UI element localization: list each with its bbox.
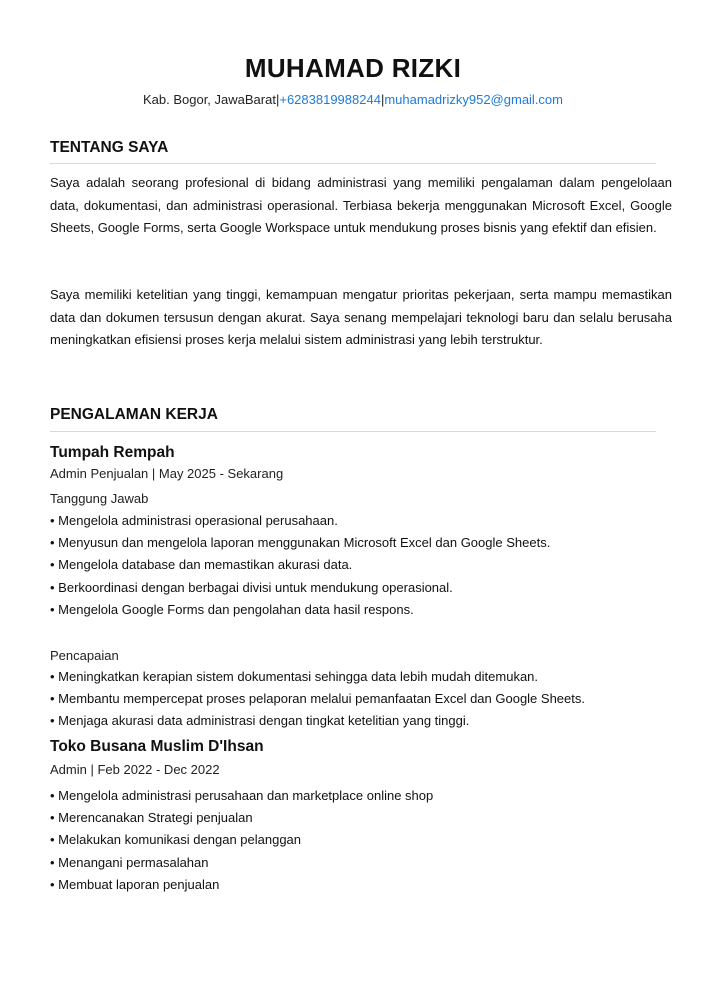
list-item: • Menyusun dan mengelola laporan menggunakan Microsoft Excel dan Google Sheets. [50, 532, 550, 554]
job-company: Tumpah Rempah [50, 444, 175, 461]
list-item: • Meningkatkan kerapian sistem dokumentasi sehingga data lebih mudah ditemukan. [50, 666, 585, 688]
list-item: • Menjaga akurasi data administrasi dengan tingkat ketelitian yang tinggi. [50, 710, 585, 732]
email-link[interactable]: muhamadrizky952@gmail.com [384, 92, 563, 107]
about-paragraph: Saya adalah seorang profesional di bidang administrasi yang memiliki pengalaman dalam pengelolaan data, dokumentasi, dan administrasi operasional. Terbiasa bekerja menggunakan Microsoft Excel, Google Sheets, Google Forms, serta Google Workspace untuk mendukung proses bisnis yang efektif dan efisien. [50, 175, 672, 235]
section-title-experience: PENGALAMAN KERJA [50, 406, 218, 423]
list-item: • Mengelola administrasi operasional perusahaan. [50, 510, 550, 532]
list-item: • Merencanakan Strategi penjualan [50, 807, 433, 829]
list-item: • Mengelola administrasi perusahaan dan marketplace online shop [50, 785, 433, 807]
list-item: • Menangani permasalahan [50, 852, 433, 874]
list-item: • Melakukan komunikasi dengan pelanggan [50, 829, 433, 851]
candidate-name: MUHAMAD RIZKI [244, 53, 462, 83]
job-role: Admin | Feb 2022 - Dec 2022 [50, 762, 220, 777]
list-item: • Membuat laporan penjualan [50, 874, 433, 896]
responsibilities-list [50, 785, 433, 896]
job-role: Admin Penjualan | May 2025 - Sekarang [50, 466, 284, 481]
section-divider [50, 431, 656, 432]
about-paragraph: Saya memiliki ketelitian yang tinggi, kemampuan mengatur prioritas pekerjaan, serta mampu memastikan data dan dokumen tersusun dengan akurat. Saya senang mempelajari teknologi baru dan selalu berusaha meningkatkan efisiensi proses kerja melalui sistem administrasi yang lebih terstruktur. [50, 287, 672, 347]
list-item: • Membantu mempercepat proses pelaporan melalui pemanfaatan Excel dan Google Sheets. [50, 688, 585, 710]
list-item: • Mengelola Google Forms dan pengolahan data hasil respons. [50, 599, 550, 621]
section-title-about: TENTANG SAYA [50, 139, 169, 156]
list-item: • Mengelola database dan memastikan akurasi data. [50, 554, 550, 576]
contact-location: Kab. Bogor, JawaBarat [142, 92, 276, 107]
achievements-list [50, 666, 585, 733]
contact-separator: | [275, 92, 280, 107]
job-company: Toko Busana Muslim D'Ihsan [50, 738, 264, 755]
phone-link[interactable]: +6283819988244 [279, 92, 381, 107]
responsibilities-label: Tanggung Jawab [50, 491, 149, 506]
section-divider [50, 163, 656, 164]
contact-separator: | [380, 92, 385, 107]
contact-line [0, 92, 706, 107]
responsibilities-list [50, 510, 550, 621]
list-item: • Berkoordinasi dengan berbagai divisi untuk mendukung operasional. [50, 577, 550, 599]
achievements-label: Pencapaian [50, 648, 119, 663]
